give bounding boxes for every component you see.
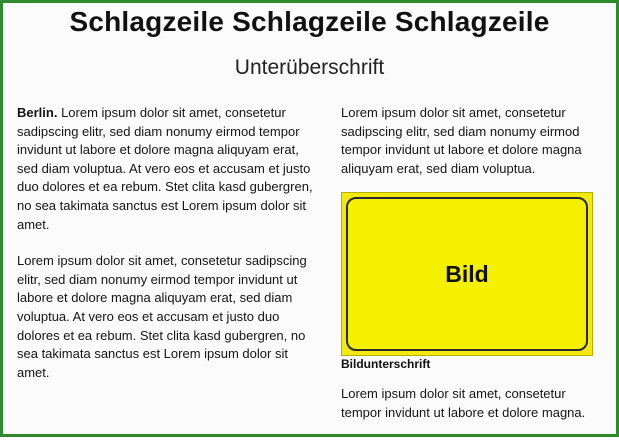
image-caption: Bildunterschrift	[341, 357, 431, 371]
subtitle: Unterüberschrift	[234, 56, 385, 79]
right-paragraph-2: Lorem ipsum dolor sit amet, consetetur tempor invidunt ut labore et dolore magna.	[341, 386, 586, 420]
headline: Schlagzeile Schlagzeile Schlagzeile	[69, 6, 550, 37]
image-label: Bild	[445, 261, 489, 287]
right-paragraph-1: Lorem ipsum dolor sit amet, consetetur sadipscing elitr, sed diam nonumy eirmod tempor invidunt ut labore et dolore magna aliquyam erat, sed diam voluptua.	[341, 105, 582, 176]
city-dateline: Berlin.	[17, 105, 58, 120]
image-placeholder-frame	[346, 197, 588, 351]
image-placeholder	[341, 192, 593, 356]
left-paragraph-2: Lorem ipsum dolor sit amet, consetetur sadipscing elitr, sed diam nonumy eirmod tempor invidunt ut labore et dolore magna aliquyam erat, sed diam voluptua. At vero eos et accusam et justo duo dolores et ea rebum. Stet clita kasd gubergren, no sea takimata sanctus est Lorem ipsum dolor sit amet.	[17, 253, 307, 380]
right-column-top	[341, 104, 603, 196]
left-paragraph-1	[17, 104, 317, 234]
left-paragraph-1-text: Lorem ipsum dolor sit amet, consetetur sadipscing elitr, sed diam nonumy eirmod tempor invidunt ut labore et dolore magna aliquyam erat, sed diam voluptua. At vero eos et accusam et justo duo dolores et ea rebum. Stet clita kasd gubergren, no sea takimata sanctus est Lorem ipsum dolor sit amet.	[17, 105, 313, 232]
right-column-bottom	[341, 385, 603, 440]
left-column	[17, 104, 317, 400]
